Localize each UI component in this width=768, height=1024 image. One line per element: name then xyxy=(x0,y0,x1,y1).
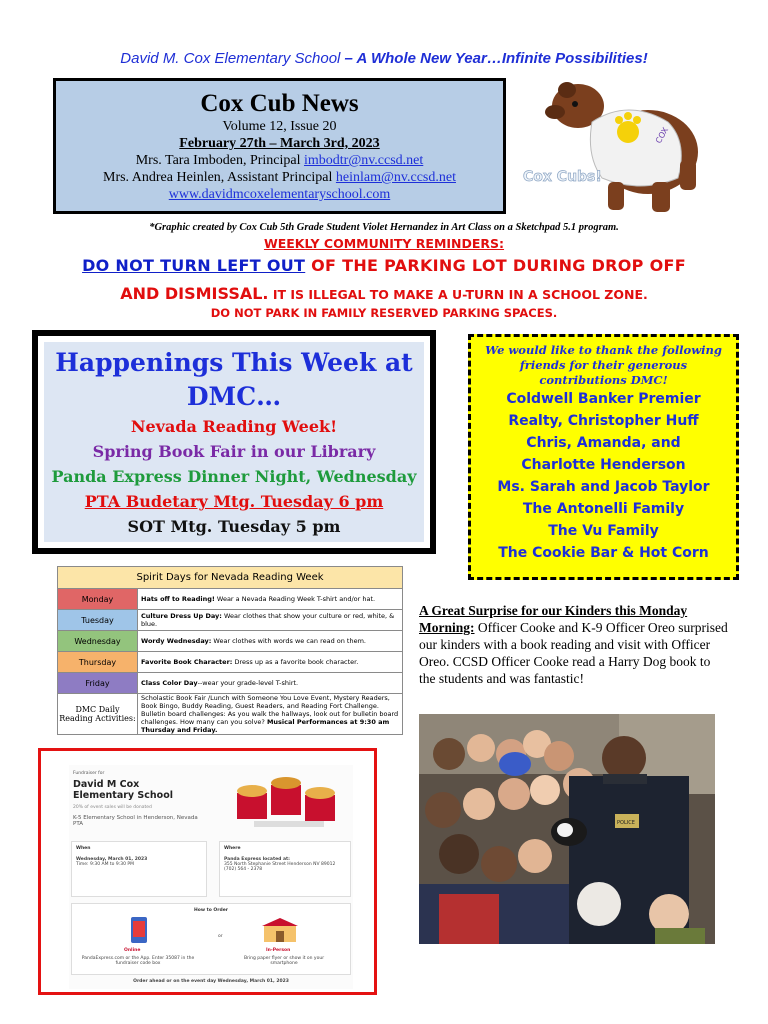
thanks-item: Ms. Sarah and Jacob Taylor xyxy=(497,479,710,495)
spirit-day-row xyxy=(58,652,403,673)
spirit-day-row xyxy=(58,673,403,694)
flyer-where-address: 355 North Stephanie Street Henderson NV 89012 xyxy=(224,862,336,867)
spirit-day-name: Wednesday xyxy=(58,631,138,652)
principal-email-link[interactable]: imbodtr@nv.ccsd.net xyxy=(303,153,424,168)
thanks-item: Realty, Christopher Huff xyxy=(508,413,699,429)
assistant-name: Mrs. Andrea Heinlen, Assistant Principal xyxy=(103,170,336,185)
flyer-inperson-label: In-Person xyxy=(266,948,291,953)
spirit-day-description xyxy=(138,589,403,610)
flyer-where-label: Where xyxy=(224,846,241,851)
spirit-day-text: Dress up as a favorite book character. xyxy=(232,658,359,666)
thanks-list xyxy=(471,388,736,564)
happenings-item: Panda Express Dinner Night, Wednesday xyxy=(51,467,417,486)
flyer-donated: 20% of event sales will be donated xyxy=(73,805,152,810)
flyer-online-label: Online xyxy=(124,948,141,953)
dmc-musical-performances: Musical Performances at 9:30 am Thursday and Friday. xyxy=(141,718,390,734)
tagline-motto: A Whole New Year…Infinite Possibilities! xyxy=(356,50,648,67)
thanks-item: Coldwell Banker Premier xyxy=(506,391,701,407)
officer-kinders-photo xyxy=(419,714,715,944)
flyer-when-time: Time: 9:30 AM to 9:30 PM xyxy=(76,862,134,867)
kinders-story xyxy=(419,602,729,687)
bear-mascot-illustration xyxy=(520,70,720,220)
spirit-day-name: Tuesday xyxy=(58,610,138,631)
volume-issue: Volume 12, Issue 20 xyxy=(222,119,337,134)
tagline-dash: – xyxy=(340,50,357,67)
dmc-activities-row xyxy=(58,694,403,735)
flyer-description: K-5 Elementary School in Henderson, Nevada PTA xyxy=(73,815,198,827)
happenings-title-line1: Happenings This Week at xyxy=(55,348,413,377)
spirit-day-theme: Hats off to Reading! xyxy=(141,595,215,603)
reminder-parking-lot: OF THE PARKING LOT DURING DROP OFF xyxy=(305,256,686,275)
story-headline: A Great Surprise for our Kinders this Monday Morning: xyxy=(419,603,688,635)
spirit-day-text: Wear clothes that show your culture or red, white, & blue. xyxy=(141,612,395,628)
flyer-inperson-text: Bring paper flyer or show it on your smartphone xyxy=(243,956,325,966)
spirit-day-row xyxy=(58,589,403,610)
flyer-where-box xyxy=(219,841,351,897)
happenings-title xyxy=(44,346,424,414)
spirit-day-description xyxy=(138,610,403,631)
principal-name: Mrs. Tara Imboden, Principal xyxy=(135,153,304,168)
spirit-day-theme: Wordy Wednesday: xyxy=(141,637,212,645)
reminders-heading: WEEKLY COMMUNITY REMINDERS: xyxy=(263,236,505,251)
assistant-line xyxy=(56,169,503,186)
happenings-item: SOT Mtg. Tuesday 5 pm xyxy=(127,517,341,536)
newsletter-title: Cox Cub News xyxy=(200,90,359,117)
thanks-item: The Cookie Bar & Hot Corn xyxy=(498,545,709,561)
flyer-school-name: David M Cox Elementary School xyxy=(73,779,173,801)
thanks-intro: We would like to thank the following friends for their generous contributions DMC! xyxy=(485,343,722,387)
reminder-line-2 xyxy=(0,284,768,303)
spirit-day-text: Wear a Nevada Reading Week T-shirt and/or hat. xyxy=(214,595,376,603)
phone-order-icon xyxy=(128,916,150,944)
thanks-item: The Antonelli Family xyxy=(522,501,685,517)
flyer-where-text: Panda Express located at: xyxy=(224,857,290,862)
reminder-line-3: DO NOT PARK IN FAMILY RESERVED PARKING SPACES. xyxy=(210,306,558,320)
assistant-email-link[interactable]: heinlam@nv.ccsd.net xyxy=(335,170,456,185)
reminder-dismissal: AND DISMISSAL. xyxy=(120,284,269,303)
issue-dates: February 27th – March 3rd, 2023 xyxy=(179,136,380,151)
flyer-or: or xyxy=(218,934,223,939)
thanks-box xyxy=(468,334,739,580)
graphic-caption: *Graphic created by Cox Cub 5th Grade Student Violet Hernandez in Art Class on a Sketchpad 5.1 program. xyxy=(149,222,619,233)
thanks-item: Chris, Amanda, and xyxy=(526,435,681,451)
flyer-how-label: How to Order xyxy=(194,908,228,913)
spirit-day-theme: Class Color Day xyxy=(141,679,198,687)
cox-cubs-label: Cox Cubs! xyxy=(523,169,602,185)
flyer-where-phone: (702) 564 - 2378 xyxy=(224,867,263,872)
spirit-day-name: Monday xyxy=(58,589,138,610)
flyer-how-to-order-box xyxy=(71,903,351,975)
thanks-item: Charlotte Henderson xyxy=(521,457,686,473)
flyer-when-date: Wednesday, March 01, 2023 xyxy=(76,857,148,862)
dmc-activities-text xyxy=(138,694,403,735)
spirit-day-text: --wear your grade-level T-shirt. xyxy=(197,679,299,687)
website-link[interactable]: www.davidmcoxelementaryschool.com xyxy=(168,187,391,202)
bear-shirt-text: COX xyxy=(653,125,671,145)
spirit-day-description xyxy=(138,631,403,652)
masthead xyxy=(53,78,506,214)
police-badge-text: POLICE xyxy=(617,820,635,826)
storefront-icon xyxy=(258,916,302,944)
happenings-box xyxy=(32,330,436,554)
happenings-item: Nevada Reading Week! xyxy=(130,417,338,436)
flyer-fundraiser-label: Fundraiser for xyxy=(73,771,105,776)
dmc-activities-list: Scholastic Book Fair /Lunch with Someone You Love Event, Mystery Readers, Book Bingo, Buddy Reading, Guest Readers, and Reading Fort Challenge. Bulletin board challenges: As you walk the hallways, look out for bulletin board challenges. How many can you solve? xyxy=(141,694,399,726)
flyer-when-label: When xyxy=(76,846,91,851)
happenings-item: Spring Book Fair in our Library xyxy=(92,442,376,461)
spirit-days-table xyxy=(57,566,403,735)
spirit-day-row xyxy=(58,631,403,652)
spirit-day-name: Friday xyxy=(58,673,138,694)
panda-food-boxes-image xyxy=(229,773,349,833)
spirit-day-theme: Culture Dress Up Day: xyxy=(141,612,222,620)
spirit-day-description xyxy=(138,673,403,694)
spirit-day-name: Thursday xyxy=(58,652,138,673)
spirit-day-row xyxy=(58,610,403,631)
thanks-item: The Vu Family xyxy=(548,523,659,539)
flyer-footer: Order ahead or on the event day Wednesday, March 01, 2023 xyxy=(133,979,289,984)
reminder-line-1 xyxy=(0,256,768,275)
spirit-day-description xyxy=(138,652,403,673)
happenings-title-line2: DMC… xyxy=(186,382,282,411)
reminder-u-turn: IT IS ILLEGAL TO MAKE A U-TURN IN A SCHOOL ZONE. xyxy=(268,287,648,302)
reminder-no-left-turn: DO NOT TURN LEFT OUT xyxy=(82,256,306,275)
spirit-day-text: Wear clothes with words we can read on them. xyxy=(211,637,366,645)
tagline xyxy=(0,50,768,67)
flyer-online-text: PandaExpress.com or the App. Enter 35087 in the fundraiser code box xyxy=(81,956,195,966)
spirit-days-title: Spirit Days for Nevada Reading Week xyxy=(58,567,403,589)
happenings-item: PTA Budetary Mtg. Tuesday 6 pm xyxy=(84,492,384,511)
story-body: Officer Cooke and K-9 Officer Oreo surprised our kinders with a book reading and visit with Officer Oreo. CCSD Officer Cooke read a Harry Dog book to the students and was fantastic! xyxy=(419,620,728,686)
principal-line xyxy=(56,152,503,169)
panda-express-flyer xyxy=(38,748,377,995)
spirit-day-theme: Favorite Book Character: xyxy=(141,658,233,666)
dmc-activities-label: DMC Daily Reading Activities: xyxy=(58,694,138,735)
flyer-when-box xyxy=(71,841,207,897)
tagline-school: David M. Cox Elementary School xyxy=(120,50,341,67)
